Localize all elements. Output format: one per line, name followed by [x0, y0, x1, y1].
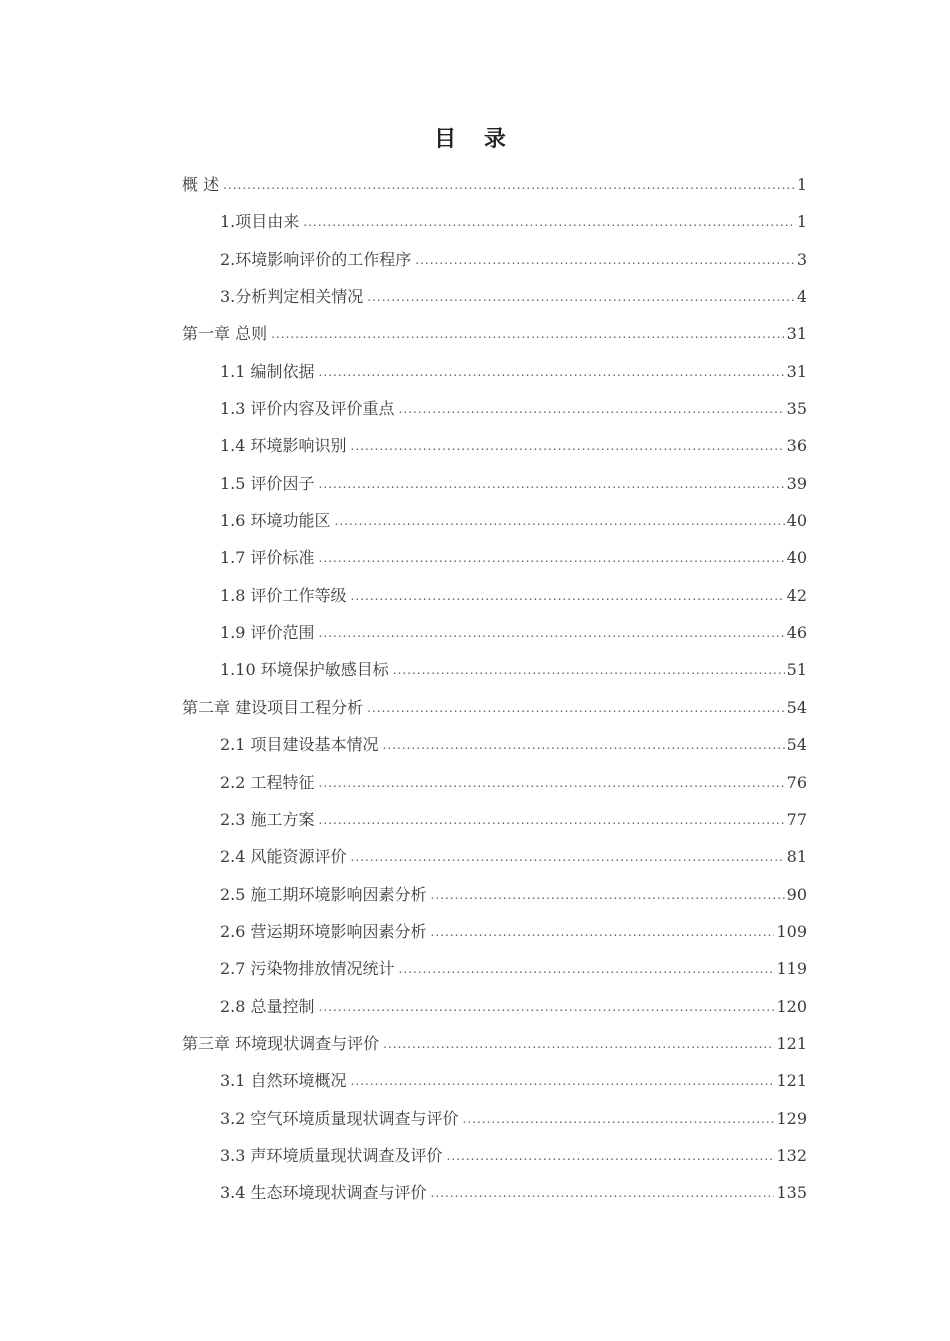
toc-entry[interactable] [182, 614, 807, 651]
toc-entry-label: 2.环境影响评价的工作程序 [220, 249, 412, 269]
toc-entry-page: 76 [786, 772, 807, 792]
table-of-contents [182, 166, 807, 1212]
toc-entry-label: 1.8 评价工作等级 [220, 585, 347, 605]
toc-entry[interactable] [182, 353, 807, 390]
toc-entry-page: 35 [786, 399, 807, 419]
toc-entry-label: 第三章 环境现状调查与评价 [182, 1033, 380, 1053]
toc-entry-label: 第二章 建设项目工程分析 [182, 697, 364, 717]
toc-title: 目 录 [434, 127, 516, 152]
dot-leader [383, 727, 785, 764]
toc-entry-label: 1.9 评价范围 [220, 623, 315, 643]
toc-entry-page: 31 [786, 361, 807, 381]
toc-entry[interactable] [182, 1025, 807, 1062]
toc-entry-label: 概 述 [182, 175, 220, 194]
toc-entry-page: 90 [786, 884, 807, 904]
toc-entry[interactable] [182, 427, 807, 464]
toc-entry[interactable] [182, 278, 807, 315]
dot-leader [319, 765, 785, 802]
toc-entry-page: 51 [786, 660, 807, 680]
toc-entry-label: 3.2 空气环境质量现状调查与评价 [220, 1108, 459, 1128]
toc-entry-page: 129 [776, 1108, 807, 1128]
toc-entry[interactable] [182, 166, 807, 203]
dot-leader [367, 279, 795, 316]
dot-leader [399, 951, 775, 988]
toc-entry[interactable] [182, 465, 807, 502]
toc-entry-label: 2.4 风能资源评价 [220, 847, 347, 867]
dot-leader [415, 242, 795, 279]
toc-entry-page: 1 [796, 212, 807, 232]
toc-entry-page: 46 [786, 623, 807, 643]
toc-entry-page: 40 [786, 548, 807, 568]
toc-entry-page: 54 [786, 735, 807, 755]
toc-entry-page: 4 [796, 287, 807, 307]
toc-entry-page: 40 [786, 511, 807, 531]
dot-leader [271, 316, 785, 353]
dot-leader [351, 839, 785, 876]
toc-entry[interactable] [182, 502, 807, 539]
toc-entry-page: 42 [786, 585, 807, 605]
toc-entry-page: 120 [776, 996, 807, 1016]
toc-entry-label: 第一章 总则 [182, 324, 268, 344]
toc-entry-label: 2.7 污染物排放情况统计 [220, 959, 395, 979]
toc-entry[interactable] [182, 577, 807, 614]
dot-leader [319, 989, 775, 1026]
dot-leader [463, 1101, 775, 1138]
toc-entry-label: 1.3 评价内容及评价重点 [220, 399, 395, 419]
toc-entry[interactable] [182, 241, 807, 278]
dot-leader [351, 578, 785, 615]
toc-entry-label: 3.4 生态环境现状调查与评价 [220, 1183, 427, 1203]
toc-entry[interactable] [182, 838, 807, 875]
toc-entry-label: 1.5 评价因子 [220, 473, 315, 493]
toc-entry-page: 31 [786, 324, 807, 344]
toc-entry-label: 2.1 项目建设基本情况 [220, 735, 379, 755]
toc-entry-page: 121 [776, 1071, 807, 1091]
toc-entry[interactable] [182, 726, 807, 763]
toc-entry[interactable] [182, 1100, 807, 1137]
toc-entry-label: 1.4 环境影响识别 [220, 436, 347, 456]
dot-leader [335, 503, 785, 540]
dot-leader [351, 1063, 775, 1100]
toc-entry-label: 1.7 评价标准 [220, 548, 315, 568]
toc-entry-page: 109 [776, 921, 807, 941]
toc-entry-label: 3.1 自然环境概况 [220, 1071, 347, 1091]
toc-entry-label: 1.项目由来 [220, 212, 300, 232]
toc-entry[interactable] [182, 913, 807, 950]
dot-leader [319, 466, 785, 503]
toc-entry-page: 36 [786, 436, 807, 456]
toc-entry[interactable] [182, 203, 807, 240]
toc-entry[interactable] [182, 315, 807, 352]
toc-entry-label: 1.10 环境保护敏感目标 [220, 660, 389, 680]
toc-entry[interactable] [182, 689, 807, 726]
toc-entry-page: 54 [786, 697, 807, 717]
toc-entry[interactable] [182, 1062, 807, 1099]
toc-entry[interactable] [182, 988, 807, 1025]
toc-entry-page: 1 [796, 175, 807, 194]
toc-entry-page: 77 [786, 809, 807, 829]
toc-entry-label: 2.6 营运期环境影响因素分析 [220, 921, 427, 941]
toc-entry-label: 2.5 施工期环境影响因素分析 [220, 884, 427, 904]
dot-leader [447, 1138, 775, 1175]
toc-entry[interactable] [182, 950, 807, 987]
dot-leader [319, 540, 785, 577]
dot-leader [351, 428, 785, 465]
toc-entry[interactable] [182, 390, 807, 427]
dot-leader [319, 615, 785, 652]
toc-entry-label: 3.分析判定相关情况 [220, 287, 364, 307]
dot-leader [319, 802, 785, 839]
toc-entry[interactable] [182, 801, 807, 838]
toc-entry-label: 1.1 编制依据 [220, 361, 315, 381]
toc-entry[interactable] [182, 651, 807, 688]
toc-entry-page: 121 [776, 1033, 807, 1053]
toc-entry[interactable] [182, 876, 807, 913]
toc-entry[interactable] [182, 1174, 807, 1211]
toc-entry-page: 81 [786, 847, 807, 867]
toc-entry-label: 2.8 总量控制 [220, 996, 315, 1016]
toc-entry-page: 119 [776, 959, 807, 979]
toc-entry-page: 39 [786, 473, 807, 493]
toc-entry-label: 2.2 工程特征 [220, 772, 315, 792]
toc-entry[interactable] [182, 764, 807, 801]
dot-leader [431, 1175, 775, 1212]
toc-entry[interactable] [182, 539, 807, 576]
dot-leader [393, 652, 785, 689]
dot-leader [431, 877, 785, 914]
dot-leader [303, 204, 795, 241]
toc-entry-label: 3.3 声环境质量现状调查及评价 [220, 1145, 443, 1165]
toc-entry-page: 3 [796, 249, 807, 269]
toc-entry-label: 1.6 环境功能区 [220, 511, 331, 531]
dot-leader [367, 690, 785, 727]
dot-leader [223, 167, 795, 204]
toc-entry-label: 2.3 施工方案 [220, 809, 315, 829]
dot-leader [431, 914, 775, 951]
dot-leader [383, 1026, 774, 1063]
toc-entry-page: 132 [776, 1145, 807, 1165]
toc-entry-page: 135 [776, 1183, 807, 1203]
dot-leader [399, 391, 785, 428]
dot-leader [319, 354, 785, 391]
toc-entry[interactable] [182, 1137, 807, 1174]
